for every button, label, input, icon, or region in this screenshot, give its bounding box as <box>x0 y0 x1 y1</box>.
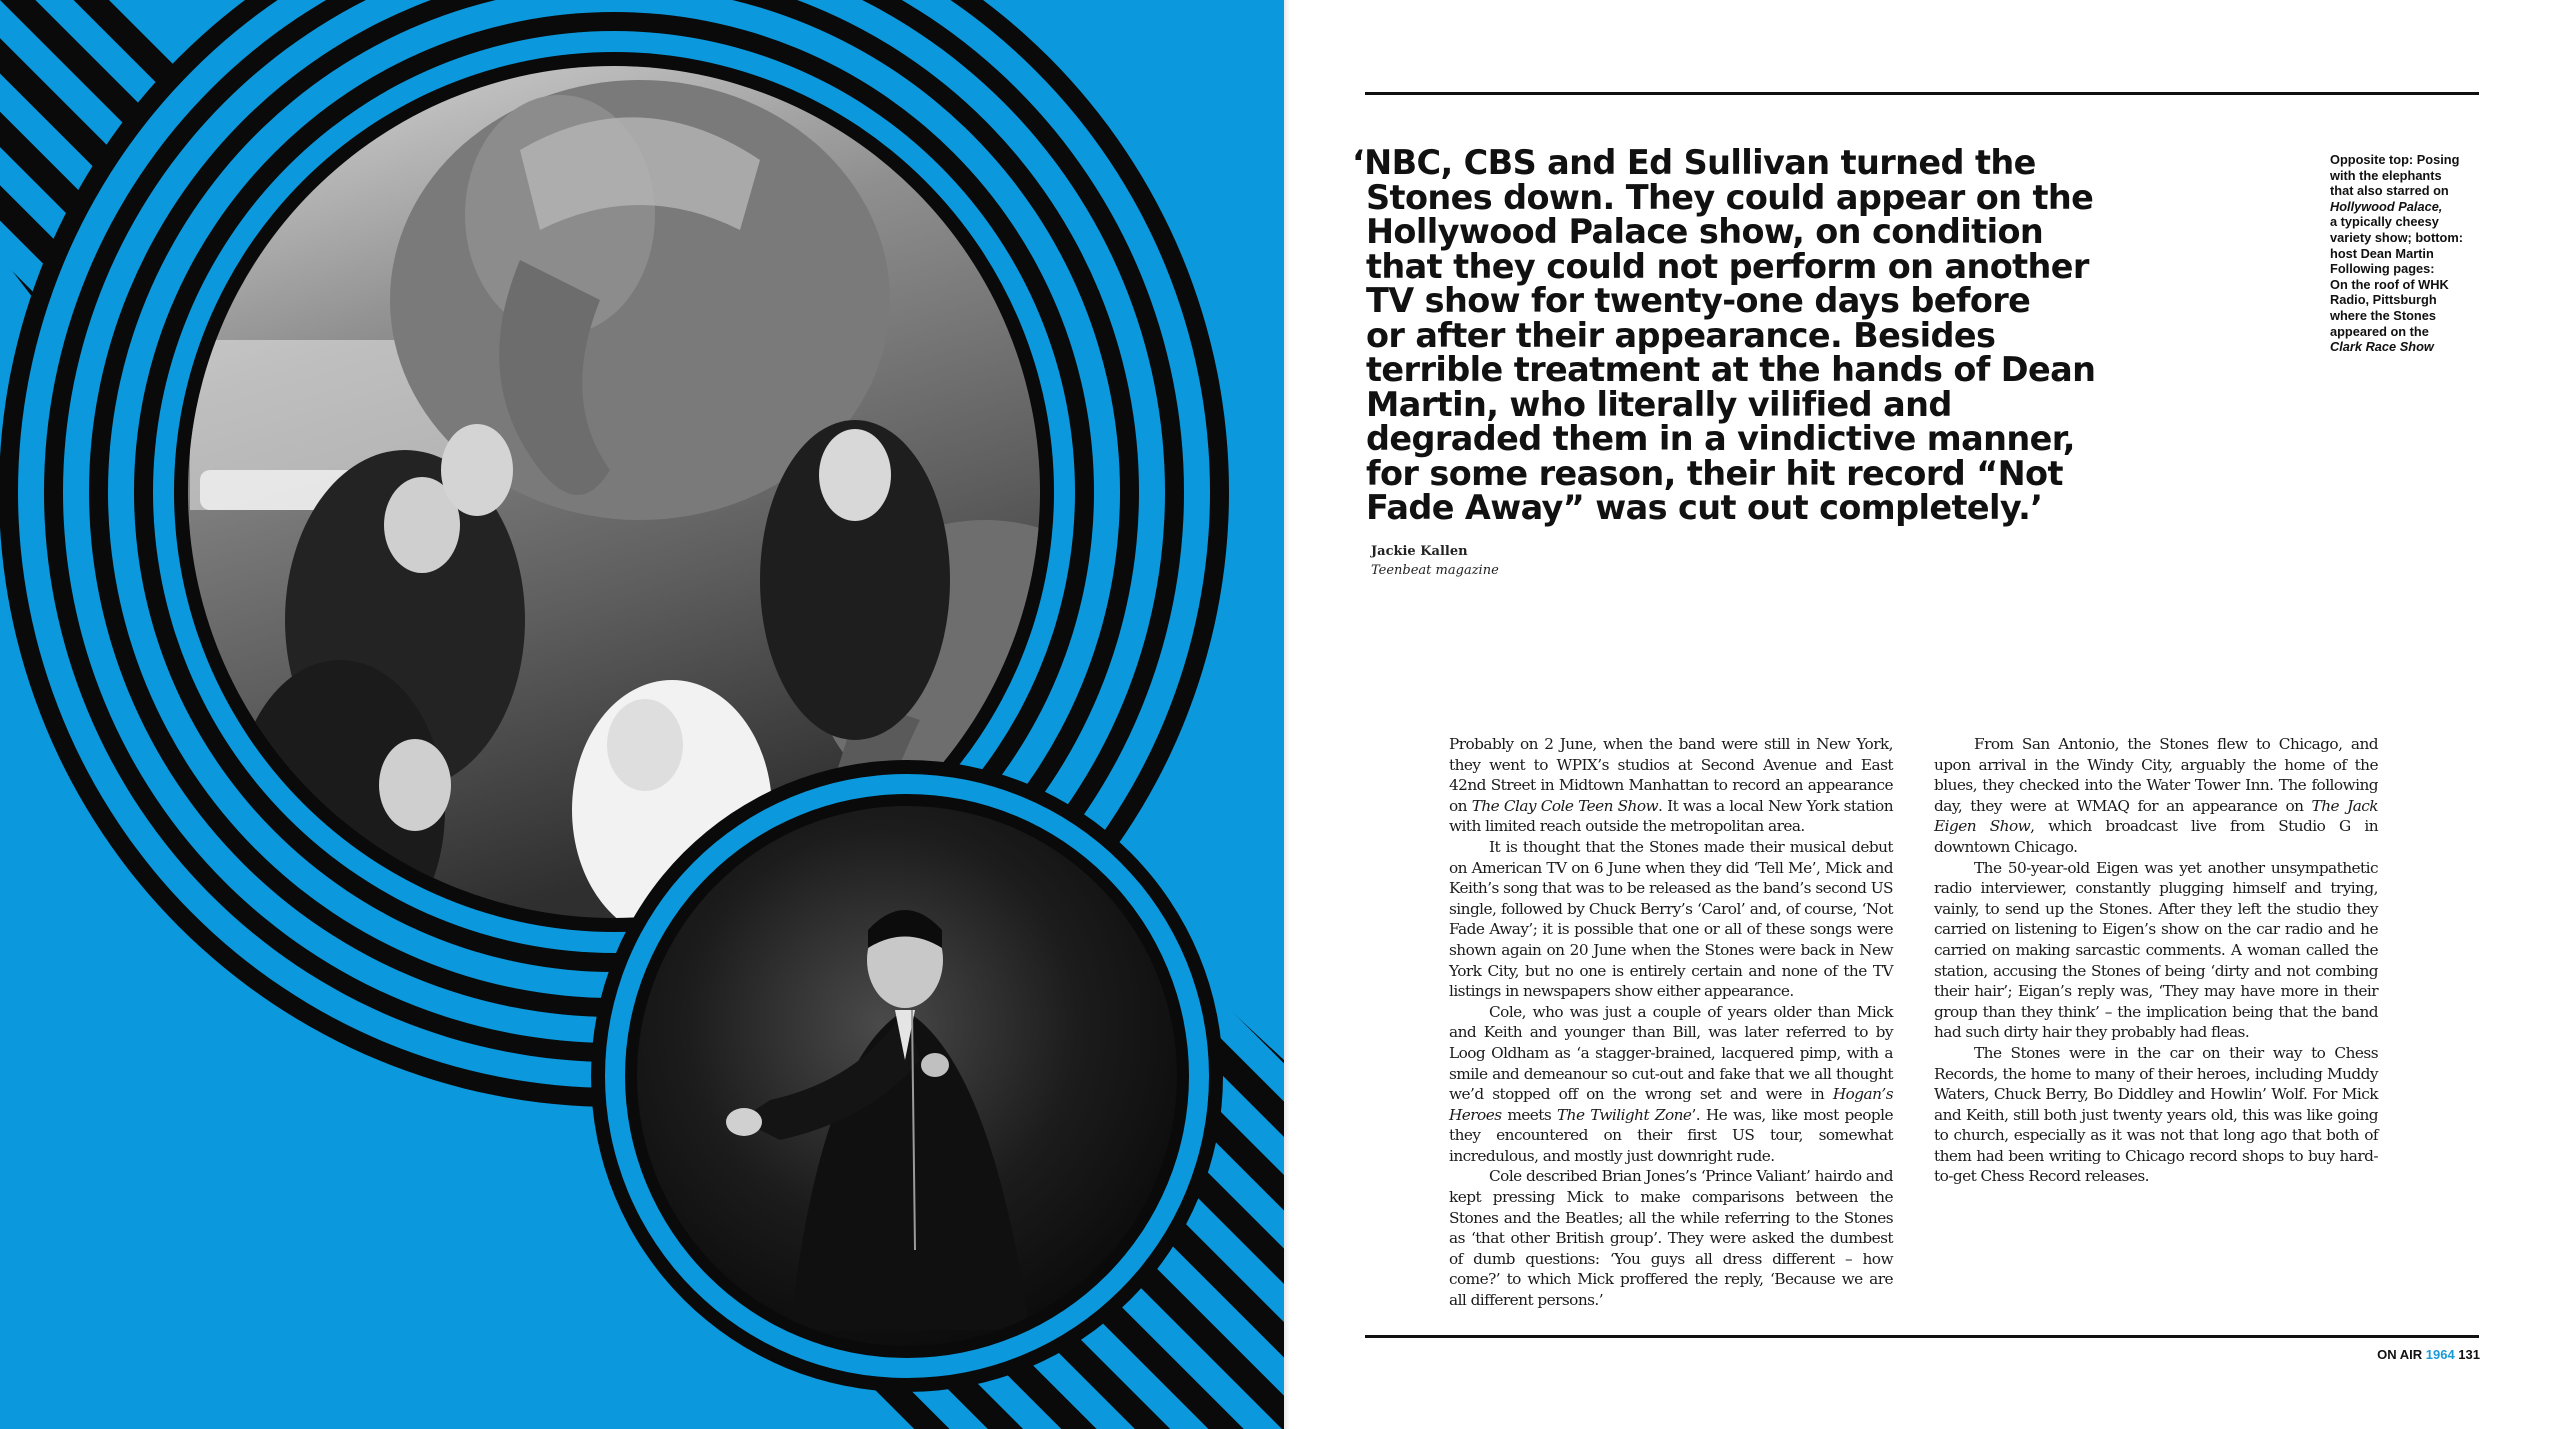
folio-year: 1964 <box>2425 1347 2455 1362</box>
caption-line: Following pages: <box>2330 261 2435 277</box>
caption-line: On the roof of WHK <box>2330 276 2449 292</box>
page-gutter <box>1284 0 1290 1429</box>
pull-quote-line: terrible treatment at the hands of Dean <box>1366 350 2096 389</box>
folio-section: ON AIR <box>2377 1347 2423 1362</box>
pull-quote-line: Stones down. They could appear on the <box>1366 177 2094 217</box>
body-paragraph: From San Antonio, the Stones flew to Chicago, and upon arrival in the Windy City, arguably the home of the blues, they checked into the Water Tower Inn. The following day, they were at WMAQ for an appearance on The Jack Eigen Show, which broadcast live from Studio G in downtown Chicago. <box>1934 735 2378 856</box>
quote-attribution <box>1371 542 1671 580</box>
caption-show-title: Clark Race Show <box>2330 339 2434 355</box>
photo-caption <box>2330 152 2480 355</box>
caption-line: variety show; bottom: <box>2330 229 2463 245</box>
attribution-name: Jackie Kallen <box>1371 544 1468 559</box>
caption-line: appeared on the <box>2330 323 2429 339</box>
pull-quote-line: that they could not perform on another <box>1366 246 2089 286</box>
caption-line: where the Stones <box>2330 307 2436 323</box>
body-paragraph: Probably on 2 June, when the band were still in New York, they went to WPIX’s studios at Second Avenue and East 42nd Street in Midtown Manhattan to record an appearance on The Clay Cole Teen Show. It was a local New York station with limited reach outside the metropolitan area. <box>1449 735 1893 836</box>
body-column-right <box>1934 734 2378 1187</box>
top-rule <box>1365 92 2479 95</box>
pull-quote-line: ‘NBC, CBS and Ed Sullivan turned the <box>1352 143 2036 182</box>
pull-quote-line: Martin, who literally vilified and <box>1366 384 1952 424</box>
body-column-left <box>1449 734 1893 1311</box>
pull-quote-line: Fade Away” was cut out completely.’ <box>1366 488 2043 527</box>
pull-quote-line: for some reason, their hit record “Not <box>1366 453 2063 493</box>
caption-line: Radio, Pittsburgh <box>2330 292 2437 308</box>
caption-line: with the elephants <box>2330 167 2442 183</box>
pull-quote-line: TV show for twenty-one days before <box>1366 281 2031 320</box>
page-folio <box>2330 1347 2480 1362</box>
body-paragraph: Cole, who was just a couple of years older than Mick and Keith and younger than Bill, was later referred to by Loog Oldham as ‘a stagger-brained, lacquered pimp, with a smile and demeanour so cut-out and fake that we all thought we’d stopped off on the wrong set and were in Hogan’s Heroes meets The Twilight Zone’. He was, like most people they encountered on their first US tour, somewhat incredulous, and mostly just downright rude. <box>1449 1002 1894 1165</box>
caption-line: host Dean Martin <box>2330 245 2434 261</box>
caption-line: Opposite top: Posing <box>2330 152 2460 167</box>
pull-quote <box>1352 143 2102 527</box>
caption-line <box>2330 339 2480 355</box>
pull-quote-line: degraded them in a vindictive manner, <box>1366 419 2075 458</box>
caption-line: that also starred on <box>2330 183 2449 199</box>
body-paragraph: The 50-year-old Eigen was yet another unsympathetic radio interviewer, constantly plugging himself and trying, vainly, to send up the Stones. After they left the studio they carried on listening to Eigen’s show on the car radio and he carried on making sarcastic comments. A woman called the station, accusing the Stones of being ‘dirty and not combing their hair’; Eigan’s reply was, ‘They may have more in their group than they think’ – the implication being that the band had such dirty hair they probably had fleas. <box>1934 858 2378 1042</box>
pull-quote-line: or after their appearance. Besides <box>1366 315 1996 355</box>
body-paragraph: Cole described Brian Jones’s ‘Prince Valiant’ hairdo and kept pressing Mick to make comparisons between the Stones and the Beatles; all the while referring to the Stones as ‘that other British group’. They were asked the dumbest of dumb questions: ‘You guys all dress different – how come?’ to which Mick proffered the reply, ‘Because we are all different persons.’ <box>1449 1167 1893 1310</box>
page-number: 131 <box>2458 1347 2480 1362</box>
attribution-source: Teenbeat magazine <box>1371 563 1499 578</box>
body-paragraph: It is thought that the Stones made their musical debut on American TV on 6 June when they did ‘Tell Me’, Mick and Keith’s song that was to be released as the band’s second US single, followed by Chuck Berry’s ‘Carol’ and, of course, ‘Not Fade Away’; it is possible that one or all of these songs were shown again on 20 June when the Stones were back in New York City, but no one is entirely certain and none of the TV listings in newspapers show either appearance. <box>1449 837 1893 1001</box>
caption-line: a typically cheesy <box>2330 214 2439 230</box>
pull-quote-line: Hollywood Palace show, on condition <box>1366 212 2044 251</box>
body-paragraph: The Stones were in the car on their way to Chess Records, the home to many of their heroes, including Muddy Waters, Chuck Berry, Bo Diddley and Howlin’ Wolf. For Mick and Keith, still both just twenty years old, this was like going to church, especially as it was not that long ago that both of them had been writing to Chicago record shops to buy hard-to-get Chess Record releases. <box>1934 1043 2378 1186</box>
bottom-rule <box>1365 1335 2479 1338</box>
caption-show-title: Hollywood Palace, <box>2330 198 2443 214</box>
caption-line <box>2330 199 2480 215</box>
